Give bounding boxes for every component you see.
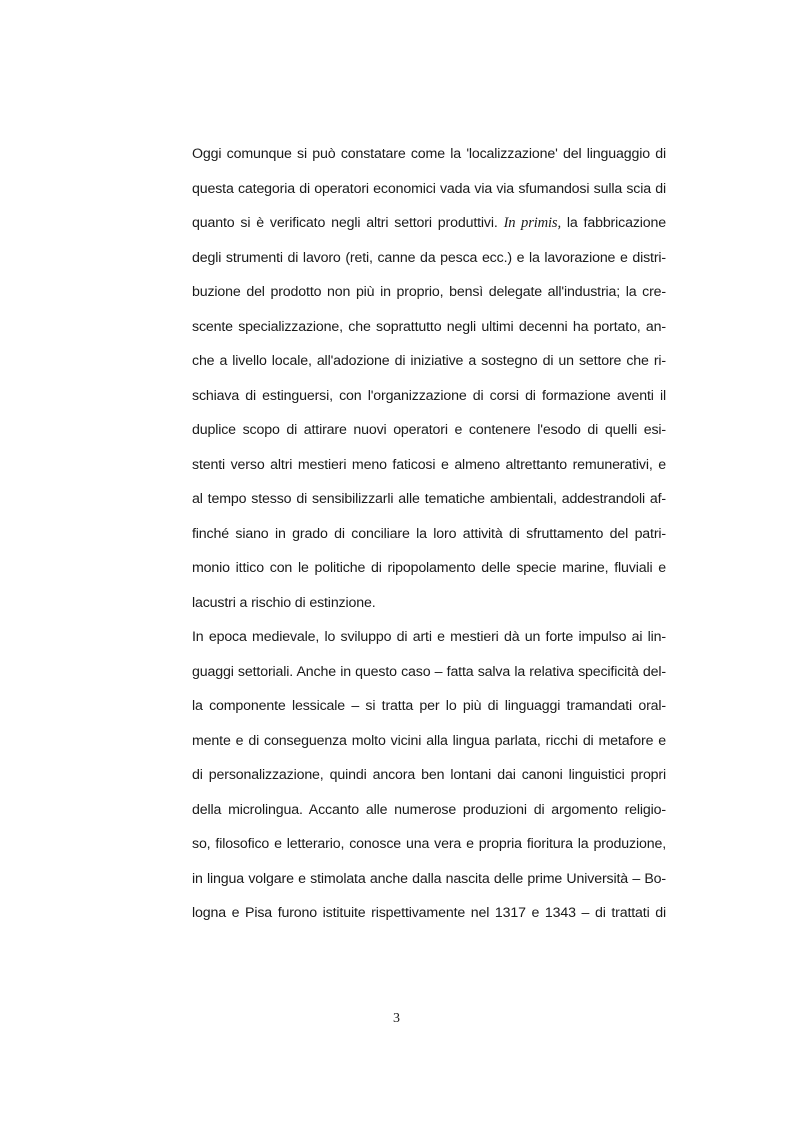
text-line: schiava di estinguersi, con l'organizzazione di corsi di formazione aventi il: [192, 387, 666, 404]
text-line: questa categoria di operatori economici vada via via sfumandosi sulla scia di: [192, 180, 666, 197]
text-line: [192, 211, 666, 246]
italic-phrase: In primis,: [503, 215, 561, 231]
body-text: [192, 142, 666, 936]
text-line: buzione del prodotto non più in proprio, bensì delegate all'industria; la cre-: [192, 284, 666, 300]
text-line: in lingua volgare e stimolata anche dalla nascita delle prime Università – Bo-: [192, 870, 666, 887]
text-line: che a livello locale, all'adozione di iniziative a sostegno di un settore che ri-: [192, 353, 666, 369]
text-line: mente e di conseguenza molto vicini alla lingua parlata, ricchi di metafore e: [192, 732, 666, 749]
text-line: monio ittico con le politiche di ripopolamento delle specie marine, fluviali e: [192, 560, 666, 576]
text-line: lacustri a rischio di estinzione.: [192, 594, 376, 611]
text-line: scente specializzazione, che soprattutto negli ultimi decenni ha portato, an-: [192, 318, 666, 335]
text-line: logna e Pisa furono istituite rispettivamente nel 1317 e 1343 – di trattati di: [192, 905, 666, 921]
text-line: al tempo stesso di sensibilizzarli alle tematiche ambientali, addestrandoli af-: [192, 491, 666, 507]
text-line: duplice scopo di attirare nuovi operatori e contenere l'esodo di quelli esi-: [192, 422, 666, 438]
text-line: In epoca medievale, lo sviluppo di arti e mestieri dà un forte impulso ai lin-: [192, 629, 666, 645]
text-line: degli strumenti di lavoro (reti, canne da pesca ecc.) e la lavorazione e distri-: [192, 249, 666, 266]
paragraph-2: [192, 625, 666, 936]
text-line: so, filosofico e letterario, conosce una vera e propria fioritura la produzione,: [192, 836, 666, 852]
text-line: la componente lessicale – si tratta per lo più di linguaggi tramandati oral-: [192, 698, 666, 714]
text-line: guaggi settoriali. Anche in questo caso – fatta salva la relativa specificità del-: [192, 663, 666, 680]
text-line: Oggi comunque si può constatare come la 'localizzazione' del linguaggio di: [192, 146, 666, 162]
text-fragment: la fabbricazione: [560, 215, 666, 231]
text-fragment: quanto si è verificato negli altri settori produttivi.: [192, 215, 504, 231]
text-line: finché siano in grado di conciliare la loro attività di sfruttamento del patri-: [192, 525, 666, 542]
text-line: stenti verso altri mestieri meno faticosi e almeno altrettanto remunerativi, e: [192, 456, 666, 473]
text-line: di personalizzazione, quindi ancora ben lontani dai canoni linguistici propri: [192, 767, 666, 783]
page-number: 3: [393, 1011, 400, 1026]
text-line: della microlingua. Accanto alle numerose produzioni di argomento religio-: [192, 801, 666, 818]
paragraph-1: [192, 142, 666, 625]
